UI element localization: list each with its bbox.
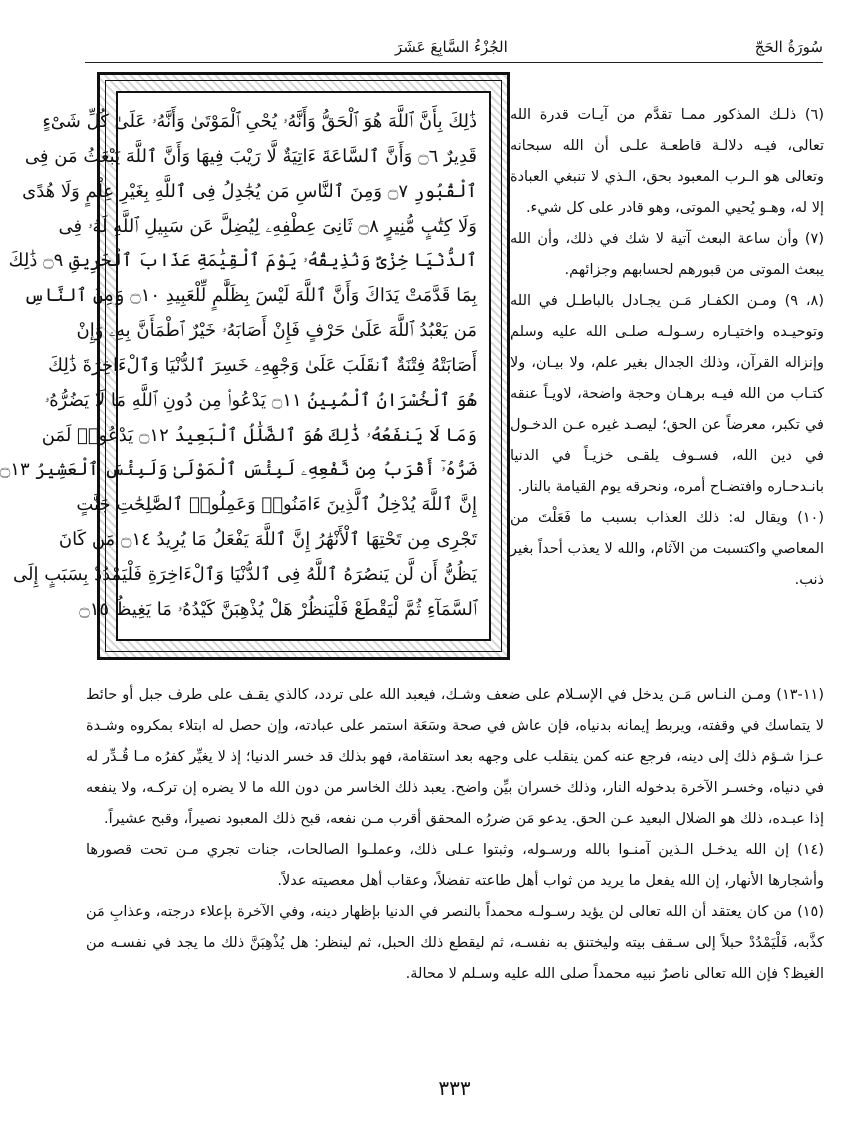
quran-line: ٱلسَّمَآءِ ثُمَّ لْيَقْطَعْ فَلْيَنظُرْ هَلْ يُذْهِبَنَّ كَيْدُهُۥ مَا يَغِيظُ ۝١٥	[79, 598, 477, 620]
quran-line: ٱلدُّنْيَا خِزْىٌ وَنُذِيقُهُۥ يَوْمَ ٱلْقِيَٰمَةِ عَذَابَ ٱلْحَرِيقِ ۝٩ ذَٰلِكَ	[8, 250, 477, 272]
quran-text-block	[0, 91, 491, 641]
commentary-side	[510, 100, 824, 596]
quran-line: قَدِيرٌ ۝٦ وَأَنَّ ٱلسَّاعَةَ ءَاتِيَةٌ لَّا رَيْبَ فِيهَا وَأَنَّ ٱللَّهَ يَبْعَثُ مَن فِى	[24, 145, 477, 167]
header-rule	[85, 62, 823, 63]
commentary-para: (١٥) من كان يعتقد أن الله تعالى لن يؤيد رسـولـه محمداً بالنصر في الدنيا بإظهار دينه، وفي الآخرة بإعلاء درجته، وعذابِ مَن كذَّبه، فَلْيَمْدُدْ حبلاً إلى سـقف بيته وليختنق به نفسـه، ثم ليقطع ذلك الحبل، ثم لينظر: هل يُذْهِبَنَّ ذلك ما يجد في نفسـه من الغيظ؟ فإن الله تعالى ناصرٌ نبيه محمداً صلى الله عليه وسـلم لا محالة.	[86, 904, 824, 982]
page-number: ٣٣٣	[438, 1076, 471, 1100]
commentary-para: (١١-١٣) ومـن النـاس مَـن يدخل في الإسـلام على ضعف وشـك، فيعبد الله على تردد، كالذي يقـف على طرف جبل أو حائط لا يتماسك في وقفته، ويربط إيمانه بدنياه، فإن عاش في صحة وسَعَة استمر على عبادته، وإن حصل له ابتلاء بمكروه وشـدة عـزا شـؤم ذلك إلى دينه، فرجع عنه كمن ينقلب على وجهه بعد استقامة، فهو بذلك قد خسر الدنيا؛ إذ لا يغيِّر كفرُه مـا قُـدِّر له في دنياه، وخسـر الآخرة بدخوله النار، وذلك خسران بيِّن واضح. يعبد ذلك الخاسر من دون الله ما لا يضره إن تركـه، ولا ينفعه إذا عبـده، ذلك هو الضلال البعيد عـن الحق. يدعو مَن ضررُه المحقق أقرب مـن نفعه، قبح ذلك المعبود نصيراً، وقبح عشيراً.	[86, 687, 824, 827]
quran-line: وَمَا لَا يَنفَعُهُۥ ذَٰلِكَ هُوَ ٱلضَّلَٰلُ ٱلْبَعِيدُ ۝١٢ يَدْعُوا۟ لَمَن	[41, 424, 477, 446]
quran-line: بِمَا قَدَّمَتْ يَدَاكَ وَأَنَّ ٱللَّهَ لَيْسَ بِظَلَّٰمٍ لِّلْعَبِيدِ ۝١٠ وَمِنَ ٱلنَّاسِ	[23, 285, 477, 307]
quran-line: هُوَ ٱلْخُسْرَانُ ٱلْمُبِينُ ۝١١ يَدْعُوا۟ مِن دُونِ ٱللَّهِ مَا لَا يَضُرُّهُۥ	[44, 389, 477, 411]
quran-line: يَظُنُّ أَن لَّن يَنصُرَهُ ٱللَّهُ فِى ٱلدُّنْيَا وَٱلْءَاخِرَةِ فَلْيَمْدُدْ بِسَبَبٍ إِلَى	[13, 563, 477, 585]
quran-line: مَن يَعْبُدُ ٱللَّهَ عَلَىٰ حَرْفٍ فَإِنْ أَصَابَهُۥ خَيْرٌ ٱطْمَأَنَّ بِهِۦ وَإِنْ	[76, 320, 477, 342]
quran-line: أَصَابَتْهُ فِتْنَةٌ ٱنقَلَبَ عَلَىٰ وَجْهِهِۦ خَسِرَ ٱلدُّنْيَا وَٱلْءَاخِرَةَ ذَٰلِكَ	[48, 354, 477, 376]
surah-title: سُورَةُ الحَجّ	[754, 38, 823, 56]
commentary-para: (٨، ٩) ومـن الكفـار مَـن يجـادل بالباطـل في الله وتوحيـده واختيـاره رسـولـه صلـى الله عليه وسلم وإنزاله القرآن، وذلك الجدال بغير علم، ولا بيـان، ولا كتـاب من الله فيـه برهـان وحجة واضحة، لاويـاً عنقه في تكبر، معرضاً عن الحق؛ ليصـد غيره عـن الدخـول في دين الله، فسـوف يلقـى خزيـاً في الدنيا بانـدحـاره وافتضـاح أمره، ونحرقه يوم القيامة بالنار.	[510, 293, 824, 495]
commentary-para: (١٠) ويقال له: ذلك العذاب بسبب ما فَعَلْتَ من المعاصي واكتسبت من الآثام، والله لا يعذب أحداً بغير ذنب.	[510, 510, 824, 588]
quran-line: ضَرُّهُۥٓ أَقْرَبُ مِن نَّفْعِهِۦ لَبِئْسَ ٱلْمَوْلَىٰ وَلَبِئْسَ ٱلْعَشِيرُ ۝١٣	[0, 459, 477, 481]
commentary-para: (١٤) إن الله يدخـل الـذين آمنـوا بالله ورسـوله، وثبتوا عـلى ذلك، وعملـوا الصالحات، جنات تجري مـن تحت قصورها وأشجارها الأنهار، إن الله يفعل ما يريد من ثواب أهل طاعته تفضلاً، وعقاب أهل معصيته عدلاً.	[86, 842, 824, 889]
commentary-para: (٧) وأن ساعة البعث آتية لا شك في ذلك، وأن الله يبعث الموتى من قبورهم لحسابهم وجزائهم.	[510, 231, 824, 278]
quran-line: تَجْرِى مِن تَحْتِهَا ٱلْأَنْهَٰرُ إِنَّ ٱللَّهَ يَفْعَلُ مَا يُرِيدُ ۝١٤ مَن كَانَ	[58, 529, 477, 551]
quran-line: ٱلْقُبُورِ ۝٧ وَمِنَ ٱلنَّاسِ مَن يُجَٰدِلُ فِى ٱللَّهِ بِغَيْرِ عِلْمٍ وَلَا هُدًى	[22, 180, 477, 202]
juz-title: الجُزْءُ السَّابِعَ عَشَرَ	[395, 38, 508, 56]
quran-frame	[0, 72, 510, 660]
commentary-para: (٦) ذلـك المذكور ممـا تقدَّم من آيـات قدرة الله تعالى، فيـه دلالـة قاطعـة علـى أن الله سبحانه وتعالى هو الـرب المعبود بحق، الـذي لا تنبغي العبادة إلا له، وهـو يُحيي الموتى، وهو قادر على كل شيء.	[510, 107, 824, 216]
quran-line: وَلَا كِتَٰبٍ مُّنِيرٍ ۝٨ ثَانِىَ عِطْفِهِۦ لِيُضِلَّ عَن سَبِيلِ ٱللَّهِ لَهُۥ فِى	[58, 215, 477, 237]
quran-line: ذَٰلِكَ بِأَنَّ ٱللَّهَ هُوَ ٱلْحَقُّ وَأَنَّهُۥ يُحْىِ ٱلْمَوْتَىٰ وَأَنَّهُۥ عَلَىٰ كُلِّ شَىْءٍ	[42, 111, 477, 132]
page-header	[85, 38, 823, 62]
quran-line: إِنَّ ٱللَّهَ يُدْخِلُ ٱلَّذِينَ ءَامَنُوا۟ وَعَمِلُوا۟ ٱلصَّٰلِحَٰتِ جَنَّٰتٍ	[76, 494, 477, 516]
commentary-full	[86, 680, 824, 990]
